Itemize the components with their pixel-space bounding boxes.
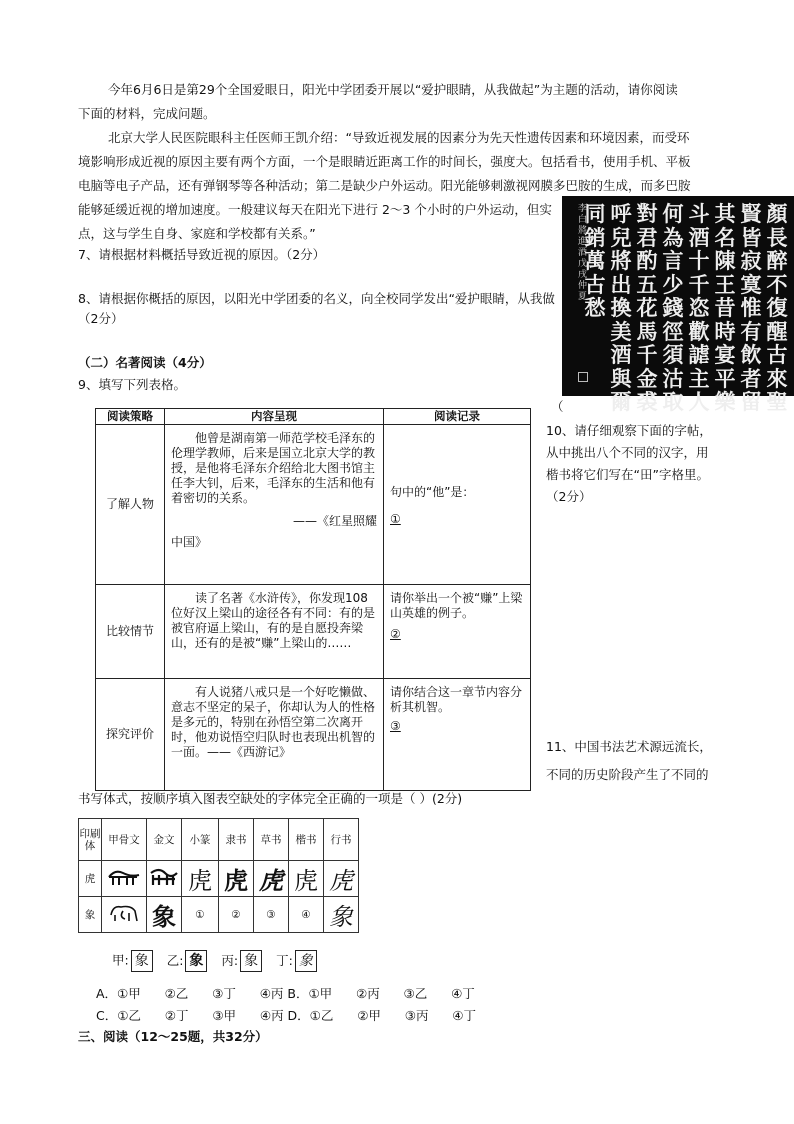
label-yi: 乙:	[166, 952, 184, 968]
question-8-line2: （2分）	[78, 311, 124, 326]
answer-blank-2[interactable]: ②	[390, 627, 401, 641]
cell-clerical: 隶书	[219, 819, 254, 861]
calligraphy-char: 宴	[714, 342, 736, 367]
calligraphy-char: 五	[636, 271, 658, 297]
calligraphy-char: 對	[636, 201, 658, 226]
calligraphy-signature: 李白將進酒戊戌仲夏	[578, 204, 588, 302]
options-row-1[interactable]: A．①甲 ②乙 ③丁 ④丙 B．①甲 ②丙 ③乙 ④丁	[96, 986, 475, 1001]
strategy-cell: 探究评价	[96, 679, 165, 791]
record-cell	[384, 425, 531, 585]
answer-blank-3[interactable]: ③	[390, 719, 401, 733]
intro-line1: 今年6月6日是第29个全国爱眼日，阳光中学团委开展以“爱护眼睛，从我做起”为主题的活动，请你阅读	[108, 82, 678, 97]
glyph-yi: 象	[185, 950, 207, 972]
calligraphy-char: 飲	[740, 342, 762, 367]
calligraphy-char: 其	[714, 201, 736, 226]
calligraphy-column	[740, 202, 762, 414]
calligraphy-rubbing-image	[562, 196, 794, 414]
question-11-line2: 不同的历史阶段产生了不同的	[546, 767, 709, 782]
question-9: 9、填写下列表格。	[78, 377, 186, 392]
glyph-jia: 象	[131, 950, 153, 972]
calligraphy-char: 主	[688, 365, 710, 391]
calligraphy-char: 人	[688, 389, 710, 414]
reading-record-table	[95, 408, 531, 791]
answer-blank-1[interactable]: ①	[390, 512, 401, 526]
calligraphy-char: 換	[610, 295, 632, 320]
calligraphy-char: 醉	[766, 248, 788, 273]
cursive-hu-glyph: 虎	[254, 861, 289, 897]
record-cell	[384, 679, 531, 791]
content-cell	[165, 679, 384, 791]
q10-paren: （	[551, 399, 564, 414]
record-prompt: 请你举出一个被“赚”上梁山英雄的例子。	[390, 591, 523, 620]
cell-cursive: 草书	[254, 819, 289, 861]
calligraphy-char: 愁	[584, 295, 606, 320]
calligraphy-columns	[584, 202, 788, 414]
record-cell	[384, 585, 531, 679]
blank-2: ②	[219, 897, 254, 933]
cell-regular: 楷书	[289, 819, 324, 861]
record-prompt: 请你结合这一章节内容分析其机智。	[390, 685, 523, 714]
bronze-xiang-glyph: 象	[147, 897, 182, 933]
calligraphy-char: 惟	[740, 295, 762, 320]
calligraphy-char: 酒	[688, 224, 710, 250]
calligraphy-char: 陳	[714, 248, 736, 273]
calligraphy-column	[662, 202, 684, 414]
calligraphy-char: 君	[636, 224, 658, 250]
oracle-hu-glyph	[102, 861, 147, 897]
calligraphy-char: 不	[766, 271, 788, 297]
question-10-line1: 10、请仔细观察下面的字帖，	[546, 423, 712, 438]
header-record: 阅读记录	[384, 409, 531, 425]
question-11-line1: 11、中国书法艺术源远流长，	[546, 739, 712, 754]
calligraphy-char: 少	[662, 271, 684, 297]
question-10-line2: 从中挑出八个不同的汉字，用	[546, 445, 709, 460]
calligraphy-char: 醒	[766, 318, 788, 344]
section-3-title: 三、阅读（12～25题，共32分）	[78, 1029, 268, 1044]
content-source-cont: 中国》	[171, 535, 208, 549]
calligraphy-char: 聖	[766, 389, 788, 414]
calligraphy-char: 同	[584, 201, 606, 226]
content-text: 他曾是湖南第一师范学校毛泽东的伦理学教师，后来是国立北京大学的教授，是他将毛泽东介绍给北大图书馆主任李大钊，后来，毛泽东的生活和他有着密切的关系。	[171, 431, 376, 505]
options-row-2[interactable]: C．①乙 ②丁 ③甲 ④丙 D．①乙 ②甲 ③丙 ④丁	[96, 1008, 477, 1023]
calligraphy-char: 平	[714, 365, 736, 391]
label-bing: 丙:	[221, 952, 239, 968]
calligraphy-char: 何	[662, 201, 684, 226]
calligraphy-column	[610, 202, 632, 414]
table-row	[79, 819, 359, 861]
calligraphy-char: 與	[610, 365, 632, 391]
calligraphy-char: 徑	[662, 318, 684, 344]
calligraphy-char: 將	[610, 248, 632, 273]
table-row	[79, 897, 359, 933]
glyph-bing: 象	[240, 950, 262, 972]
table-header-row	[96, 409, 531, 425]
blank-4: ④	[289, 897, 324, 933]
running-hu-glyph: 虎	[324, 861, 359, 897]
header-content: 内容呈现	[165, 409, 384, 425]
section-2-title: （二）名著阅读（4分）	[78, 355, 212, 370]
cell-oracle: 甲骨文	[102, 819, 147, 861]
table-row	[96, 679, 531, 791]
calligraphy-char: 謔	[688, 342, 710, 367]
calligraphy-column	[688, 202, 710, 414]
calligraphy-char: 昔	[714, 295, 736, 320]
calligraphy-char: 爾	[610, 389, 632, 414]
calligraphy-char: 千	[636, 342, 658, 367]
calligraphy-column	[766, 202, 788, 414]
calligraphy-char: 寞	[740, 271, 762, 297]
seal-mark	[578, 372, 588, 382]
calligraphy-char: 有	[740, 318, 762, 344]
cell-bronze: 金文	[147, 819, 182, 861]
calligraphy-char: 顏	[766, 201, 788, 226]
calligraphy-char: 錢	[662, 295, 684, 320]
calligraphy-char: 花	[636, 295, 658, 320]
intro-para3: 电脑等电子产品，还有弹钢琴等各种活动；第二是缺少户外运动。阳光能够刺激视网膜多巴胺的生成，而多巴胺	[78, 178, 691, 193]
calligraphy-char: 兒	[610, 224, 632, 250]
oracle-xiang-glyph	[102, 897, 147, 933]
content-cell	[165, 585, 384, 679]
calligraphy-char: 賢	[740, 201, 762, 226]
calligraphy-char: 寂	[740, 248, 762, 273]
calligraphy-char: 斗	[688, 201, 710, 226]
calligraphy-char: 裘	[636, 389, 658, 414]
record-prompt: 句中的“他”是：	[390, 485, 475, 499]
label-ding: 丁:	[276, 952, 293, 968]
calligraphy-char: 呼	[610, 201, 632, 226]
calligraphy-char: 沽	[662, 365, 684, 391]
calligraphy-char: 十	[688, 248, 710, 273]
calligraphy-char: 長	[766, 224, 788, 250]
candidate-glyphs	[112, 950, 317, 972]
strategy-cell: 比较情节	[96, 585, 165, 679]
calligraphy-char: 千	[688, 271, 710, 297]
strategy-cell: 了解人物	[96, 425, 165, 585]
running-xiang-glyph: 象	[324, 897, 359, 933]
calligraphy-column	[714, 202, 736, 414]
calligraphy-char: 名	[714, 224, 736, 250]
glyph-ding: 象	[295, 950, 317, 972]
bronze-hu-glyph	[147, 861, 182, 897]
calligraphy-column	[636, 202, 658, 414]
calligraphy-char: 銷	[584, 224, 606, 250]
calligraphy-char: 古	[584, 271, 606, 297]
calligraphy-char: 皆	[740, 224, 762, 250]
blank-1: ①	[182, 897, 219, 933]
calligraphy-char: 言	[662, 248, 684, 273]
calligraphy-char: 王	[714, 271, 736, 297]
question-11-cont: 书写体式，按顺序填入图表空缺处的字体完全正确的一项是（ ）(2分)	[78, 791, 463, 806]
calligraphy-char: 美	[610, 318, 632, 344]
question-8-line1: 8、请根据你概括的原因，以阳光中学团委的名义，向全校同学发出“爱护眼睛，从我做	[78, 291, 555, 306]
calligraphy-char: 馬	[636, 318, 658, 344]
calligraphy-char: 歡	[688, 318, 710, 344]
calligraphy-char: 來	[766, 365, 788, 391]
table-row	[79, 861, 359, 897]
calligraphy-char: 萬	[584, 248, 606, 273]
intro-line2: 下面的材料，完成问题。	[78, 106, 216, 121]
calligraphy-char: 古	[766, 342, 788, 367]
blank-3: ③	[254, 897, 289, 933]
question-10-line4: （2分）	[546, 489, 592, 504]
script-evolution-table	[78, 818, 359, 933]
table-row	[96, 585, 531, 679]
calligraphy-char: 金	[636, 365, 658, 391]
clerical-hu-glyph: 虎	[219, 861, 254, 897]
calligraphy-char: 時	[714, 318, 736, 344]
header-strategy: 阅读策略	[96, 409, 165, 425]
calligraphy-char: 復	[766, 295, 788, 320]
calligraphy-char: 出	[610, 271, 632, 297]
intro-para1: 北京大学人民医院眼科主任医师王凯介绍：“导致近视发展的因素分为先天性遗传因素和环境因素，而受环	[108, 130, 690, 145]
cell-print: 印刷体	[79, 819, 102, 861]
intro-para5: 点，这与学生自身、家庭和学校都有关系。”	[78, 226, 316, 241]
calligraphy-char: 取	[662, 389, 684, 414]
intro-para2: 境影响形成近视的原因主要有两个方面，一个是眼睛近距离工作的时间长，强度大。包括看书，使用手机、平板	[78, 154, 691, 169]
content-text: 有人说猪八戒只是一个好吃懒做、意志不坚定的呆子，你却认为人的性格是多元的，特别在孙悟空第二次离开时，他劝说悟空归队时也表现出机智的一面。——《西游记》	[171, 685, 376, 759]
calligraphy-char: 樂	[714, 389, 736, 414]
label-jia: 甲:	[112, 952, 129, 968]
content-cell	[165, 425, 384, 585]
content-source: ——《红星照耀	[292, 514, 377, 528]
regular-hu-glyph: 虎	[289, 861, 324, 897]
calligraphy-char: 留	[740, 389, 762, 414]
calligraphy-char: 酒	[610, 342, 632, 367]
row-label-xiang: 象	[79, 897, 102, 933]
calligraphy-char: 恣	[688, 295, 710, 320]
cell-small-seal: 小篆	[182, 819, 219, 861]
question-7: 7、请根据材料概括导致近视的原因。（2分）	[78, 247, 326, 262]
question-10-line3: 楷书将它们写在“田”字格里。	[546, 467, 709, 482]
calligraphy-char: 者	[740, 365, 762, 391]
calligraphy-char: 須	[662, 342, 684, 367]
row-label-hu: 虎	[79, 861, 102, 897]
table-row	[96, 425, 531, 585]
calligraphy-char: 酌	[636, 248, 658, 273]
intro-para4: 能够延缓近视的增加速度。一般建议每天在阳光下进行 2～3 个小时的户外运动，但实	[78, 202, 552, 217]
content-text: 读了名著《水浒传》，你发现108位好汉上梁山的途径各有不同：有的是被官府逼上梁山，有的是自愿投奔梁山，还有的是被“赚”上梁山的……	[171, 591, 376, 650]
calligraphy-char: 為	[662, 224, 684, 250]
cell-running: 行书	[324, 819, 359, 861]
seal-hu-glyph: 虎	[182, 861, 219, 897]
